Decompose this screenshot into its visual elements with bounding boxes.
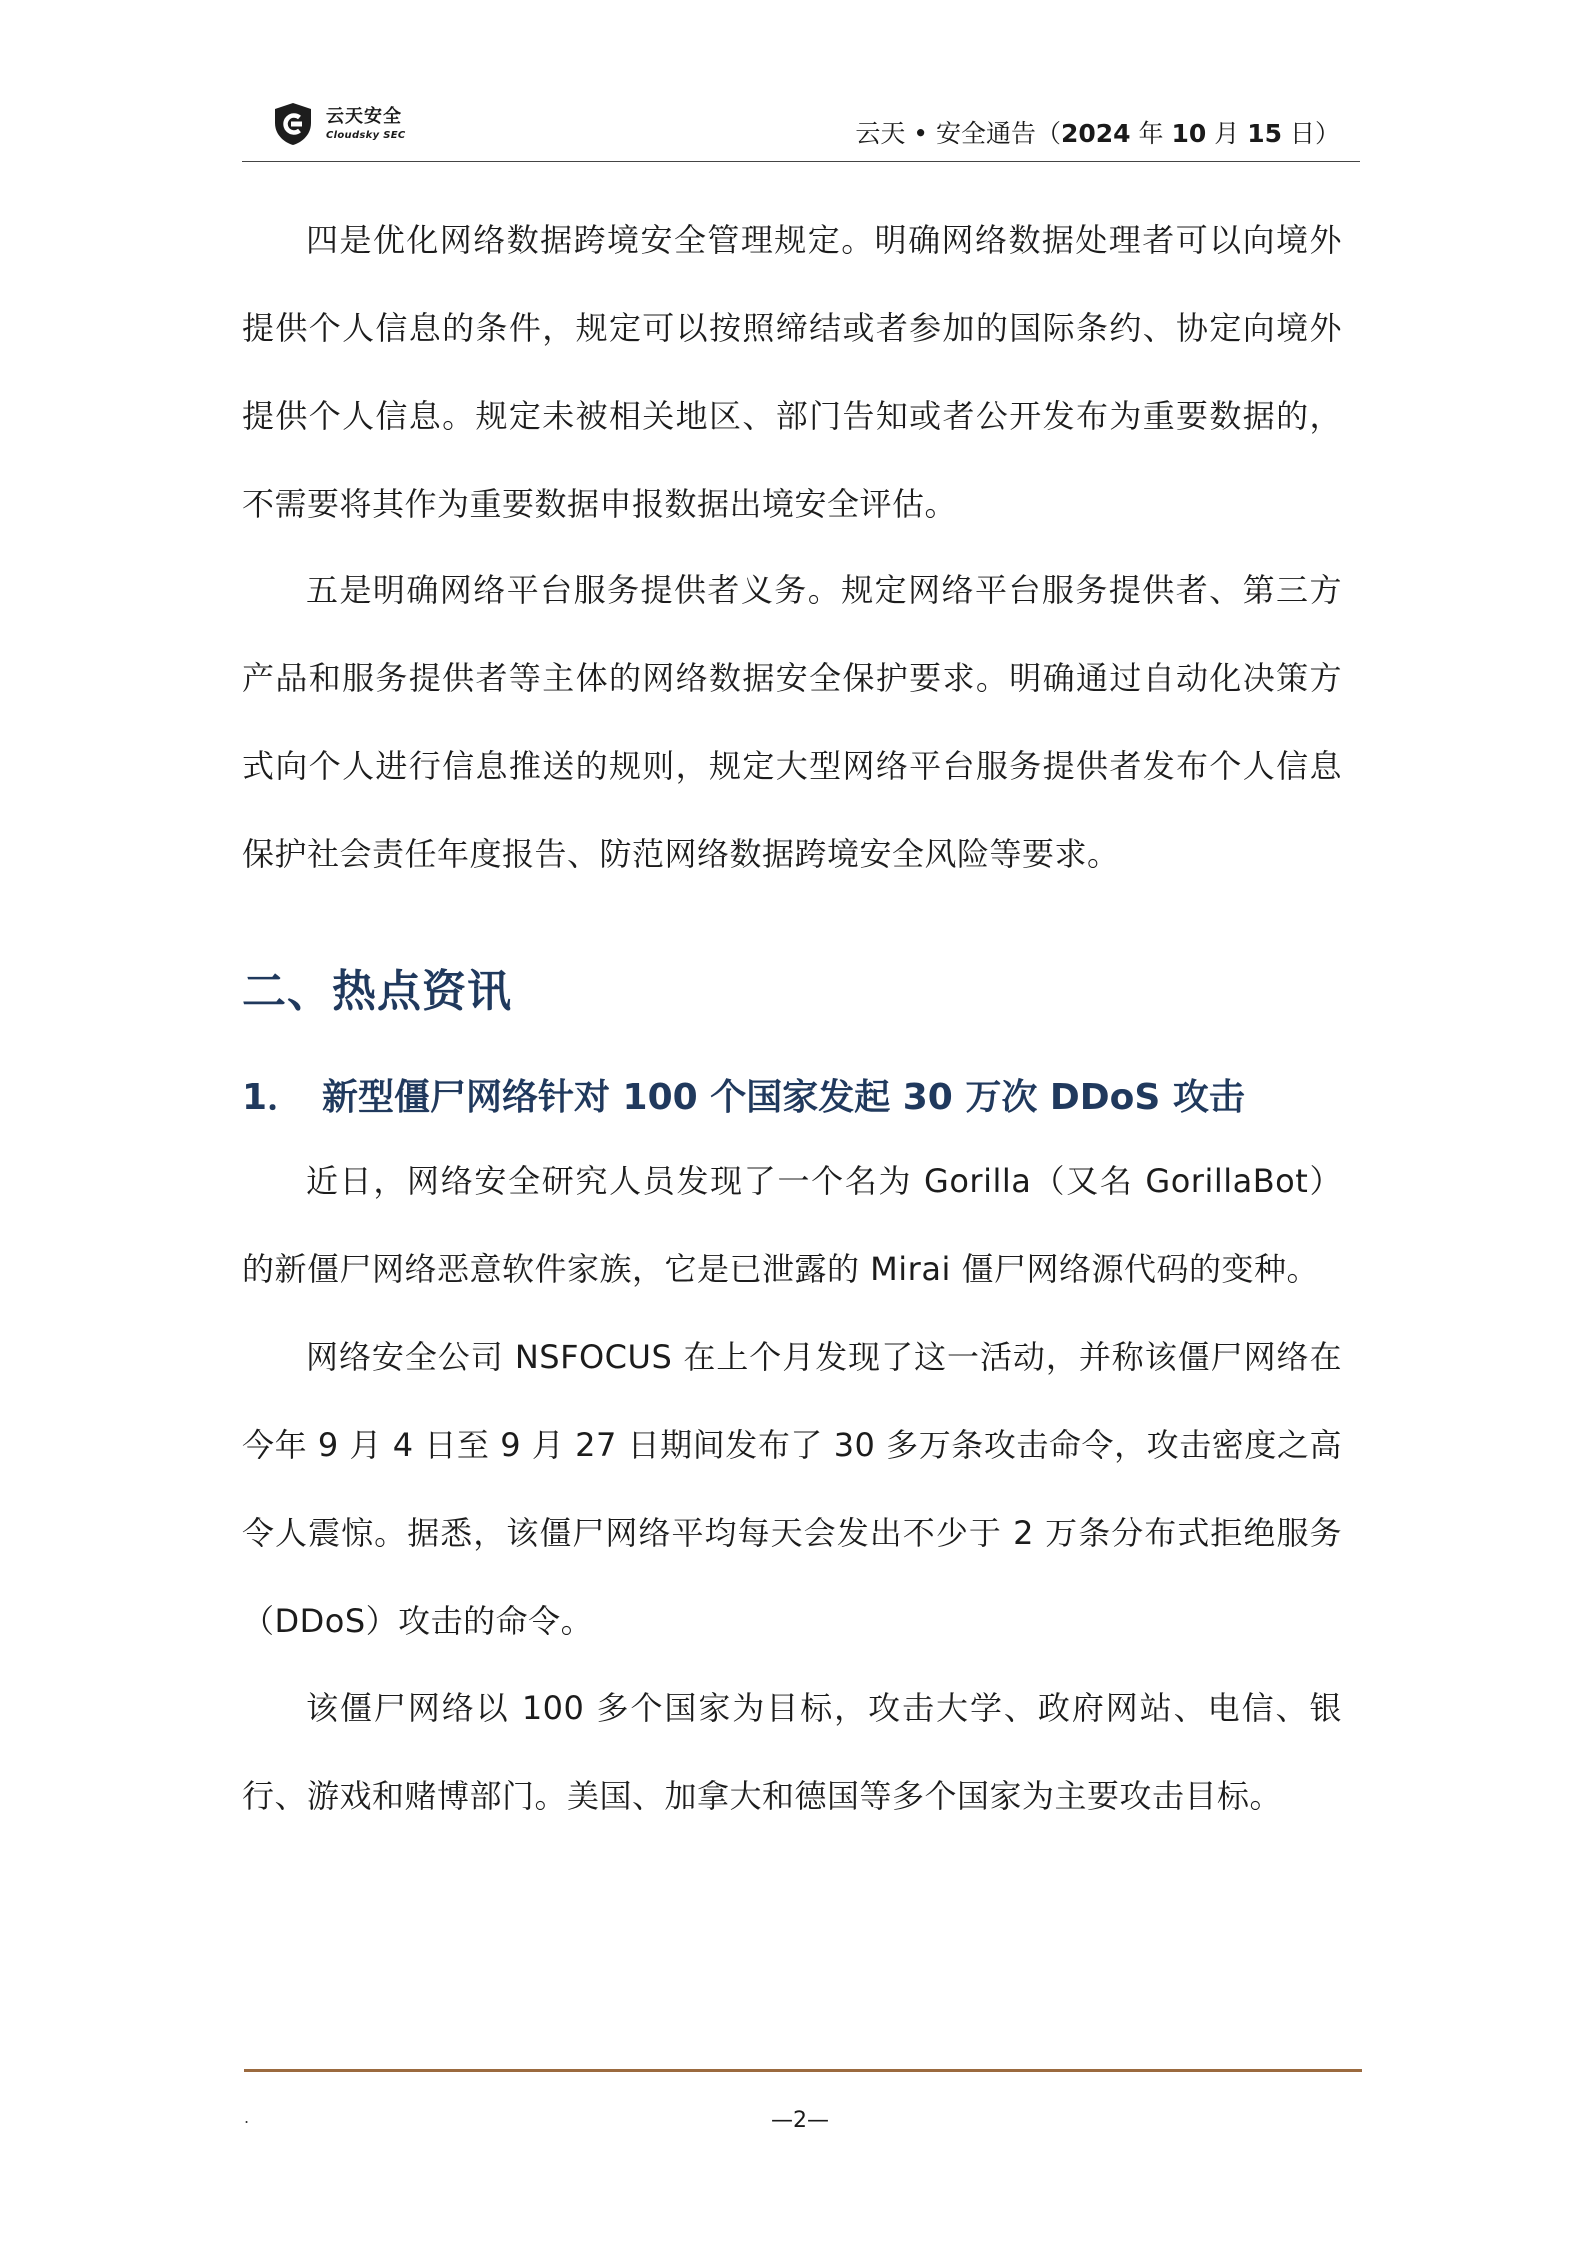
bulletin-month: 10 bbox=[1171, 119, 1207, 148]
bulletin-year: 2024 bbox=[1061, 119, 1131, 148]
logo-english-name: Cloudsky SEC bbox=[326, 129, 406, 141]
page-number: —2— bbox=[771, 2108, 829, 2133]
bulletin-title bbox=[855, 114, 1340, 150]
bulletin-day-unit: 日） bbox=[1289, 119, 1340, 148]
shield-logo-icon bbox=[270, 101, 316, 147]
logo-chinese-name: 云天安全 bbox=[326, 105, 402, 127]
company-logo bbox=[270, 100, 406, 148]
article-number: 1． bbox=[242, 1077, 304, 1118]
bulletin-month-unit: 月 bbox=[1214, 119, 1240, 148]
article-heading bbox=[242, 1069, 1245, 1120]
footer-dot: . bbox=[244, 2108, 250, 2127]
article-title: 新型僵尸网络针对 100 个国家发起 30 万次 DDoS 攻击 bbox=[322, 1077, 1245, 1118]
article-paragraph-3: 该僵尸网络以 100 多个国家为目标，攻击大学、政府网站、电信、银行、游戏和赌博部门。美国、加拿大和德国等多个国家为主要攻击目标。 bbox=[242, 1689, 1342, 1815]
section-heading: 二、热点资讯 bbox=[242, 966, 512, 1017]
bulletin-day: 15 bbox=[1247, 119, 1283, 148]
header-divider bbox=[242, 161, 1360, 162]
paragraph-platform-obligations: 五是明确网络平台服务提供者义务。规定网络平台服务提供者、第三方产品和服务提供者等主体的网络数据安全保护要求。明确通过自动化决策方式向个人进行信息推送的规则，规定大型网络平台服务提供者发布个人信息保护社会责任年度报告、防范网络数据跨境安全风险等要求。 bbox=[242, 571, 1342, 873]
article-paragraph-1: 近日，网络安全研究人员发现了一个名为 Gorilla（又名 GorillaBot）的新僵尸网络恶意软件家族，它是已泄露的 Mirai 僵尸网络源代码的变种。 bbox=[242, 1162, 1342, 1288]
bulletin-title-prefix: 云天 • 安全通告（ bbox=[855, 119, 1061, 148]
paragraph-cross-border-data: 四是优化网络数据跨境安全管理规定。明确网络数据处理者可以向境外提供个人信息的条件，规定可以按照缔结或者参加的国际条约、协定向境外提供个人信息。规定未被相关地区、部门告知或者公开发布为重要数据的，不需要将其作为重要数据申报数据出境安全评估。 bbox=[242, 221, 1342, 523]
footer-divider bbox=[244, 2069, 1362, 2072]
page-header bbox=[242, 96, 1360, 162]
bulletin-year-unit: 年 bbox=[1138, 119, 1164, 148]
article-paragraph-2: 网络安全公司 NSFOCUS 在上个月发现了这一活动，并称该僵尸网络在今年 9 月 4 日至 9 月 27 日期间发布了 30 多万条攻击命令，攻击密度之高令人震惊。据悉，该僵尸网络平均每天会发出不少于 2 万条分布式拒绝服务（DDoS）攻击的命令。 bbox=[242, 1338, 1342, 1640]
